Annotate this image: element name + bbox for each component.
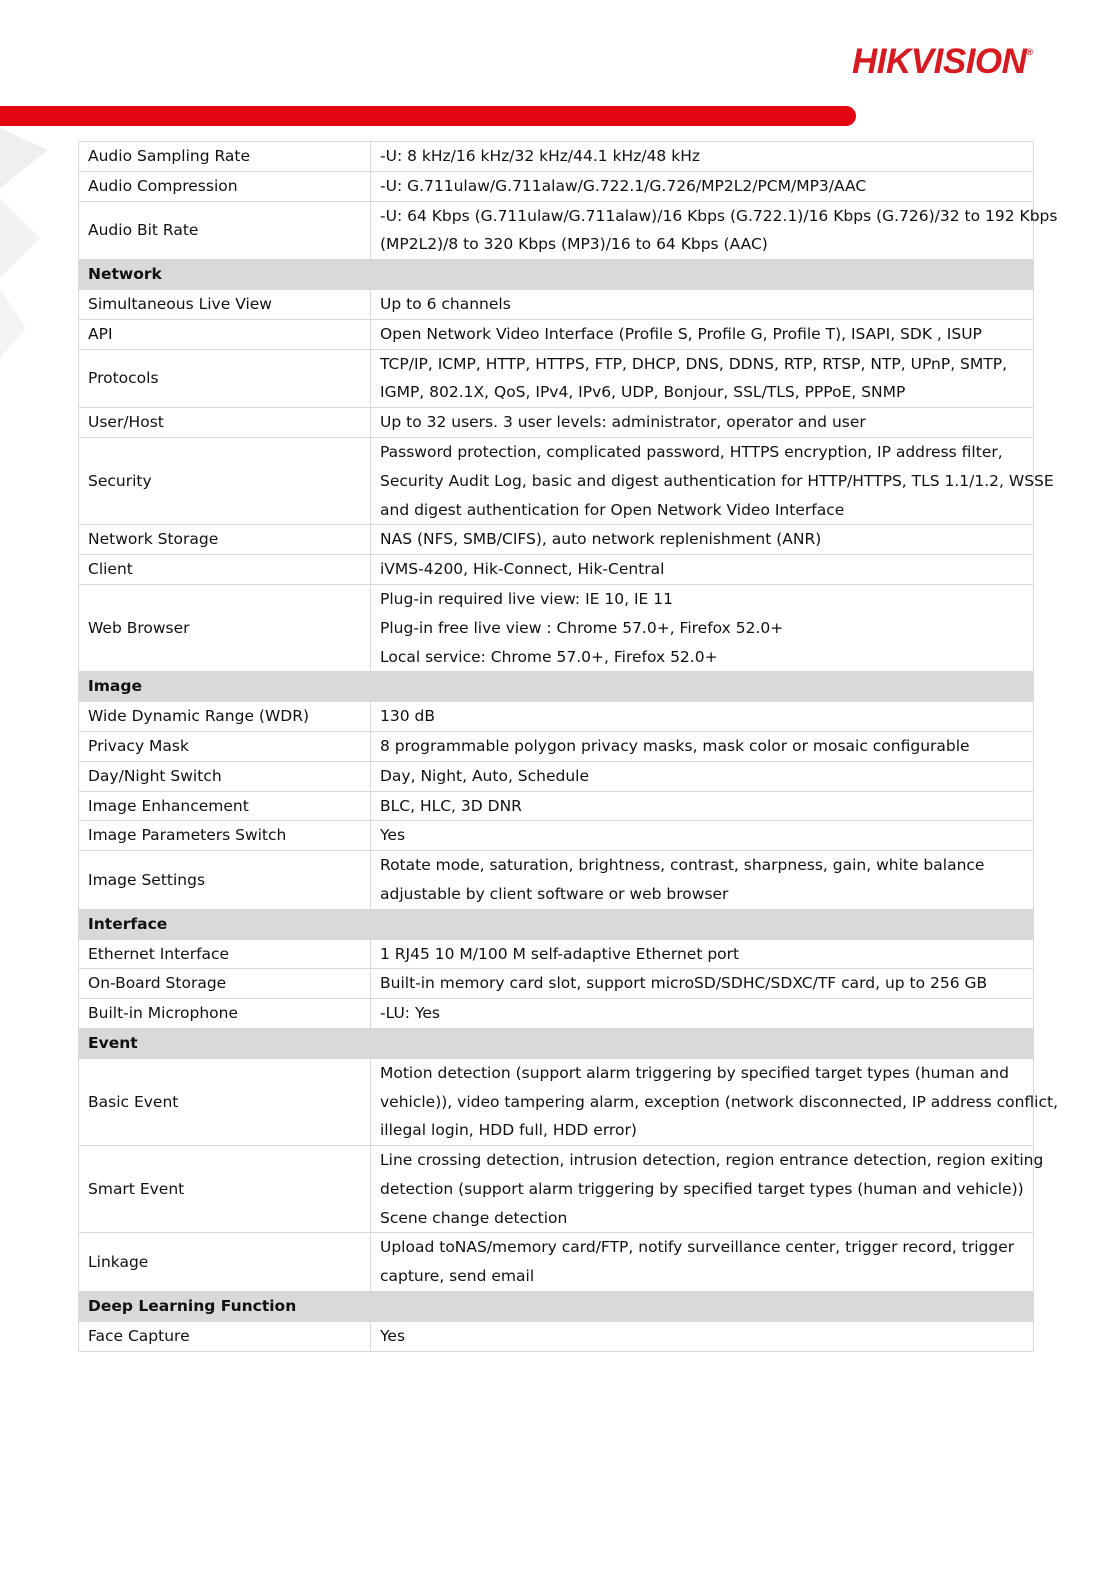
spec-value-line: Password protection, complicated password, HTTPS encryption, IP address filter, — [380, 442, 1003, 461]
section-header-row — [79, 260, 1034, 290]
spec-key: Face Capture — [79, 1321, 371, 1351]
spec-value-line: Security Audit Log, basic and digest authentication for HTTP/HTTPS, TLS 1.1/1.2, WSSE — [380, 471, 1054, 490]
spec-value — [371, 289, 1034, 319]
spec-row — [79, 525, 1034, 555]
spec-key: Linkage — [79, 1233, 371, 1292]
spec-key: Simultaneous Live View — [79, 289, 371, 319]
spec-row — [79, 851, 1034, 910]
spec-value — [371, 142, 1034, 172]
spec-value-line: detection (support alarm triggering by specified target types (human and vehicle)) — [380, 1179, 1024, 1198]
spec-value-line: Yes — [380, 826, 406, 845]
spec-row — [79, 319, 1034, 349]
spec-value-line: NAS (NFS, SMB/CIFS), auto network replenishment (ANR) — [380, 530, 822, 549]
header-accent-bar — [0, 106, 856, 126]
section-title: Network — [79, 260, 1034, 290]
spec-value-line: (MP2L2)/8 to 320 Kbps (MP3)/16 to 64 Kbps (AAC) — [380, 235, 768, 254]
spec-key: Smart Event — [79, 1146, 371, 1233]
spec-value — [371, 525, 1034, 555]
spec-value-line: adjustable by client software or web browser — [380, 884, 729, 903]
spec-row — [79, 289, 1034, 319]
section-title: Event — [79, 1028, 1034, 1058]
spec-key: Privacy Mask — [79, 731, 371, 761]
section-header-row — [79, 909, 1034, 939]
spec-value — [371, 1146, 1044, 1233]
spec-value — [371, 319, 1034, 349]
spec-key: Image Parameters Switch — [79, 821, 371, 851]
spec-row — [79, 969, 1034, 999]
spec-row — [79, 1321, 1034, 1351]
section-title: Deep Learning Function — [79, 1292, 1034, 1322]
spec-row — [79, 408, 1034, 438]
spec-row — [79, 999, 1034, 1029]
spec-value-line: Open Network Video Interface (Profile S, Profile G, Profile T), ISAPI, SDK , ISUP — [380, 324, 982, 343]
spec-row — [79, 939, 1034, 969]
spec-value — [371, 851, 1034, 910]
spec-value-line: Day, Night, Auto, Schedule — [380, 766, 590, 785]
spec-key: Audio Compression — [79, 171, 371, 201]
spec-value — [371, 702, 1034, 732]
spec-key: Image Settings — [79, 851, 371, 910]
spec-row — [79, 821, 1034, 851]
spec-row — [79, 791, 1034, 821]
spec-value — [371, 201, 1058, 260]
section-title: Interface — [79, 909, 1034, 939]
spec-value-line: and digest authentication for Open Network Video Interface — [380, 500, 845, 519]
spec-value — [371, 584, 1034, 671]
spec-value — [371, 969, 1034, 999]
spec-row — [79, 1058, 1034, 1145]
spec-value — [371, 555, 1034, 585]
spec-value-line: capture, send email — [380, 1267, 535, 1286]
spec-row — [79, 142, 1034, 172]
spec-value-line: 130 dB — [380, 707, 435, 726]
spec-row — [79, 584, 1034, 671]
spec-row — [79, 761, 1034, 791]
spec-key: Wide Dynamic Range (WDR) — [79, 702, 371, 732]
spec-value-line: Plug-in required live view: IE 10, IE 11 — [380, 589, 673, 608]
spec-value-line: Built-in memory card slot, support microSD/SDHC/SDXC/TF card, up to 256 GB — [380, 974, 988, 993]
spec-value-line: -U: G.711ulaw/G.711alaw/G.722.1/G.726/MP2L2/PCM/MP3/AAC — [380, 176, 867, 195]
spec-key: Basic Event — [79, 1058, 371, 1145]
spec-value — [371, 437, 1054, 524]
section-header-row — [79, 1028, 1034, 1058]
spec-value-line: Plug-in free live view : Chrome 57.0+, Firefox 52.0+ — [380, 618, 784, 637]
spec-row — [79, 702, 1034, 732]
spec-value — [371, 1321, 1034, 1351]
spec-value — [371, 821, 1034, 851]
spec-value-line: Upload toNAS/memory card/FTP, notify surveillance center, trigger record, trigger — [380, 1238, 1015, 1257]
spec-value — [371, 939, 1034, 969]
spec-row — [79, 731, 1034, 761]
spec-value-line: -LU: Yes — [380, 1004, 440, 1023]
spec-value — [371, 999, 1034, 1029]
spec-value-line: Rotate mode, saturation, brightness, contrast, sharpness, gain, white balance — [380, 856, 985, 875]
spec-value — [371, 171, 1034, 201]
spec-value-line: IGMP, 802.1X, QoS, IPv4, IPv6, UDP, Bonjour, SSL/TLS, PPPoE, SNMP — [380, 383, 906, 402]
spec-value — [371, 731, 1034, 761]
spec-row — [79, 349, 1034, 408]
spec-value-line: Motion detection (support alarm triggering by specified target types (human and — [380, 1063, 1009, 1082]
spec-key: Security — [79, 437, 371, 524]
spec-value-line: Line crossing detection, intrusion detection, region entrance detection, region exiting — [380, 1151, 1044, 1170]
section-header-row — [79, 672, 1034, 702]
spec-row — [79, 555, 1034, 585]
hikvision-logo — [852, 40, 1062, 84]
section-title: Image — [79, 672, 1034, 702]
spec-key: Audio Bit Rate — [79, 201, 371, 260]
spec-key: Built-in Microphone — [79, 999, 371, 1029]
section-header-row — [79, 1292, 1034, 1322]
spec-key: Web Browser — [79, 584, 371, 671]
spec-value-line: TCP/IP, ICMP, HTTP, HTTPS, FTP, DHCP, DNS, DDNS, RTP, RTSP, NTP, UPnP, SMTP, — [380, 354, 1008, 373]
spec-key: On-Board Storage — [79, 969, 371, 999]
spec-value-line: Scene change detection — [380, 1208, 568, 1227]
spec-key: Day/Night Switch — [79, 761, 371, 791]
logo-text: HIKVISION — [852, 42, 1027, 81]
spec-value — [371, 1233, 1034, 1292]
spec-value-line: Yes — [380, 1326, 406, 1345]
spec-row — [79, 201, 1034, 260]
spec-value-line: iVMS-4200, Hik-Connect, Hik-Central — [380, 560, 665, 579]
spec-value — [371, 408, 1034, 438]
spec-value-line: illegal login, HDD full, HDD error) — [380, 1121, 637, 1140]
spec-value-line: Up to 32 users. 3 user levels: administrator, operator and user — [380, 413, 866, 432]
decorative-watermark-graphic — [0, 128, 60, 358]
spec-row — [79, 171, 1034, 201]
spec-value — [371, 349, 1034, 408]
spec-key: Client — [79, 555, 371, 585]
spec-value-line: Up to 6 channels — [380, 294, 511, 313]
spec-key: Ethernet Interface — [79, 939, 371, 969]
specification-table-body — [79, 142, 1059, 1352]
spec-row — [79, 1233, 1034, 1292]
spec-key: API — [79, 319, 371, 349]
spec-value — [371, 1058, 1059, 1145]
spec-value-line: 8 programmable polygon privacy masks, mask color or mosaic configurable — [380, 736, 970, 755]
spec-key: Protocols — [79, 349, 371, 408]
spec-value-line: 1 RJ45 10 M/100 M self-adaptive Ethernet port — [380, 944, 740, 963]
spec-key: User/Host — [79, 408, 371, 438]
spec-value — [371, 791, 1034, 821]
spec-value — [371, 761, 1034, 791]
spec-key: Audio Sampling Rate — [79, 142, 371, 172]
spec-key: Image Enhancement — [79, 791, 371, 821]
registered-mark-icon: ® — [1026, 47, 1033, 57]
spec-value-line: vehicle)), video tampering alarm, exception (network disconnected, IP address conflict, — [380, 1092, 1059, 1111]
spec-value-line: Local service: Chrome 57.0+, Firefox 52.0+ — [380, 647, 718, 666]
spec-row — [79, 1146, 1034, 1233]
spec-key: Network Storage — [79, 525, 371, 555]
spec-value-line: -U: 8 kHz/16 kHz/32 kHz/44.1 kHz/48 kHz — [380, 147, 700, 165]
specification-table — [78, 141, 1059, 1352]
spec-value-line: -U: 64 Kbps (G.711ulaw/G.711alaw)/16 Kbps (G.722.1)/16 Kbps (G.726)/32 to 192 Kbps — [380, 206, 1058, 225]
spec-row — [79, 437, 1034, 524]
spec-value-line: BLC, HLC, 3D DNR — [380, 796, 522, 815]
